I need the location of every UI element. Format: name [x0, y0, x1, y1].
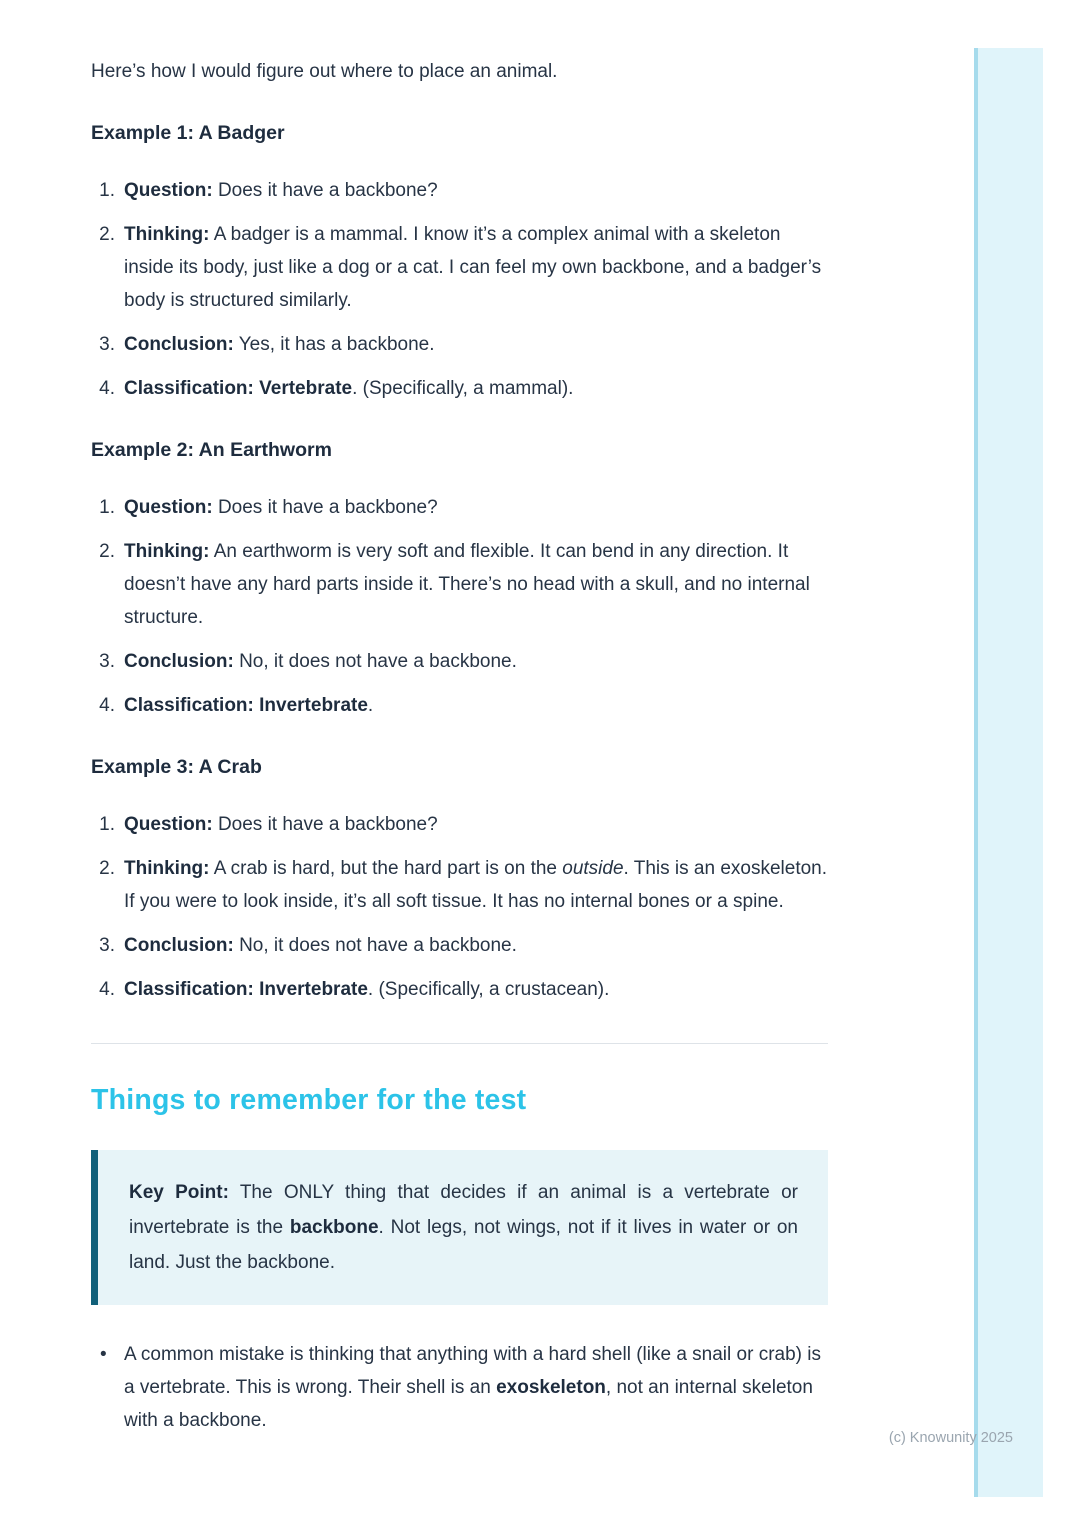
keypoint-bold-term: backbone	[289, 1217, 379, 1238]
example-3	[91, 756, 828, 1006]
step-label: Thinking:	[124, 224, 210, 245]
step-text: . This is an exoskeleton. If you were to look inside, it’s all soft tissue. It has no internal bones or a spine.	[124, 858, 828, 912]
step-text: . (Specifically, a crustacean).	[367, 979, 610, 1000]
step-text: An earthworm is very soft and flexible. It can bend in any direction. It doesn’t have any hard parts inside it. There’s no head with a skull, and no internal structure.	[124, 541, 810, 628]
note-item	[91, 1338, 828, 1437]
step-label: Conclusion:	[124, 935, 234, 956]
step-label: Classification: Vertebrate	[124, 378, 353, 399]
section-divider	[91, 1043, 828, 1044]
page-content	[91, 55, 828, 1437]
step-classification	[91, 689, 828, 722]
step-text: A crab is hard, but the hard part is on the	[213, 858, 563, 879]
step-text: Yes, it has a backbone.	[238, 334, 435, 355]
note-text: , not an internal skeleton with a backbone.	[124, 1377, 813, 1431]
step-text: Does it have a backbone?	[217, 180, 438, 201]
step-text-italic: outside	[562, 858, 624, 879]
example-1-steps	[91, 174, 828, 405]
step-text: . (Specifically, a mammal).	[352, 378, 574, 399]
keypoint-callout	[91, 1150, 828, 1305]
step-label: Classification: Invertebrate	[124, 695, 368, 716]
step-thinking	[91, 852, 828, 918]
keypoint-text: The ONLY thing that decides if an animal is a vertebrate or invertebrate is the	[129, 1182, 798, 1238]
note-bold-term: exoskeleton	[496, 1377, 606, 1398]
step-text: Does it have a backbone?	[217, 497, 438, 518]
side-stripe	[974, 48, 1043, 1497]
step-question	[91, 491, 828, 524]
example-1-heading: Example 1: A Badger	[91, 122, 285, 144]
intro-text: Here’s how I would figure out where to place an animal.	[91, 61, 558, 82]
step-classification	[91, 973, 828, 1006]
step-label: Question:	[124, 814, 213, 835]
example-3-heading: Example 3: A Crab	[91, 756, 262, 778]
notes-list	[91, 1338, 828, 1437]
step-label: Classification: Invertebrate	[124, 979, 368, 1000]
step-thinking	[91, 535, 828, 634]
step-thinking	[91, 218, 828, 317]
step-label: Conclusion:	[124, 651, 234, 672]
step-label: Conclusion:	[124, 334, 234, 355]
step-label: Thinking:	[124, 541, 210, 562]
example-2-steps	[91, 491, 828, 722]
step-label: Question:	[124, 497, 213, 518]
note-text: A common mistake is thinking that anything with a hard shell (like a snail or crab) is a vertebrate. This is wrong. Their shell is an	[124, 1344, 821, 1398]
example-3-steps	[91, 808, 828, 1006]
example-2	[91, 439, 828, 722]
section-title: Things to remember for the test	[91, 1084, 527, 1116]
step-question	[91, 808, 828, 841]
step-text: Does it have a backbone?	[217, 814, 438, 835]
step-conclusion	[91, 645, 828, 678]
copyright: (c) Knowunity 2025	[888, 1430, 1013, 1446]
keypoint-text: . Not legs, not wings, not if it lives in water or on land. Just the backbone.	[129, 1217, 798, 1273]
keypoint-paragraph	[129, 1175, 798, 1280]
step-classification	[91, 372, 828, 405]
step-conclusion	[91, 929, 828, 962]
step-question	[91, 174, 828, 207]
step-text: No, it does not have a backbone.	[239, 651, 517, 672]
example-2-heading: Example 2: An Earthworm	[91, 439, 332, 461]
keypoint-label: Key Point:	[129, 1182, 229, 1203]
example-1	[91, 122, 828, 405]
step-text: A badger is a mammal. I know it’s a complex animal with a skeleton inside its body, just like a dog or a cat. I can feel my own backbone, and a badger’s body is structured similarly.	[124, 224, 822, 311]
step-text: No, it does not have a backbone.	[239, 935, 517, 956]
step-label: Thinking:	[124, 858, 210, 879]
step-conclusion	[91, 328, 828, 361]
step-label: Question:	[124, 180, 213, 201]
step-text: .	[367, 695, 374, 716]
